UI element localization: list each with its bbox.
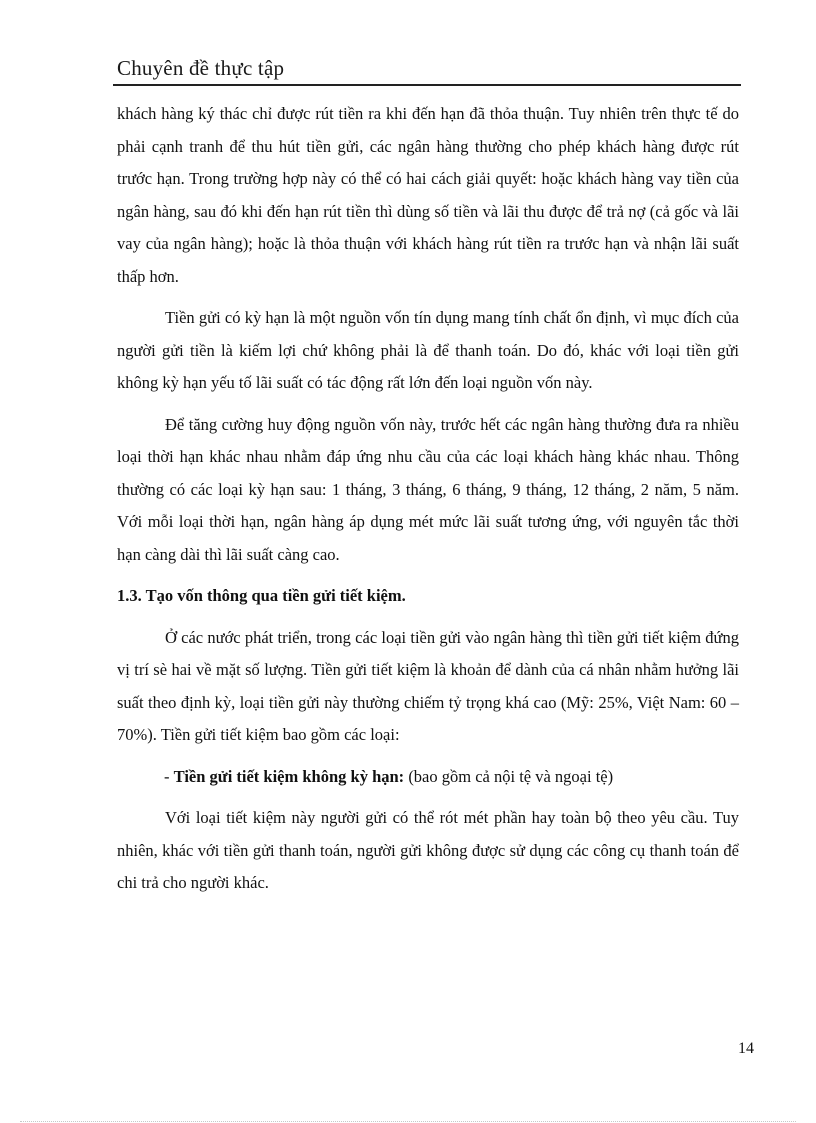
bullet-text: (bao gồm cả nội tệ và ngoại tệ) — [404, 766, 614, 786]
bullet-bold-text: Tiền gửi tiết kiệm không kỳ hạn: — [173, 766, 405, 786]
header-divider — [113, 84, 741, 86]
bullet-item — [117, 761, 739, 794]
bullet-prefix: - — [164, 766, 174, 786]
section-heading: 1.3. Tạo vốn thông qua tiền gửi tiết kiệm. — [117, 586, 406, 605]
page-number: 14 — [738, 1040, 754, 1057]
paragraph-1: khách hàng ký thác chỉ được rút tiền ra khi đến hạn đã thỏa thuận. Tuy nhiên trên thực tế do phải cạnh tranh để thu hút tiền gửi, các ngân hàng thường cho phép khách hàng được rút trước hạn. Trong trường hợp này có thể có hai cách giải quyết: hoặc khách hàng vay tiền của ngân hàng, sau đó khi đến hạn rút tiền thì dùng số tiền và lãi thu được để trả nợ (cả gốc và lãi vay của ngân hàng); hoặc là thỏa thuận với khách hàng rút tiền ra trước hạn và nhận lãi suất thấp hơn. — [117, 104, 739, 286]
page-bottom-divider — [20, 1121, 796, 1122]
page-header-title: Chuyên đề thực tập — [117, 56, 285, 80]
paragraph-3: Để tăng cường huy động nguồn vốn này, trước hết các ngân hàng thường đưa ra nhiều loại thời hạn khác nhau nhằm đáp ứng nhu cầu của các loại khách hàng khác nhau. Thông thường có các loại kỳ hạn sau: 1 tháng, 3 tháng, 6 tháng, 9 tháng, 12 tháng, 2 năm, 5 năm. Với mỗi loại thời hạn, ngân hàng áp dụng mét mức lãi suất tương ứng, với nguyên tắc thời hạn càng dài thì lãi suất càng cao. — [117, 414, 739, 564]
paragraph-4: Ở các nước phát triển, trong các loại tiền gửi vào ngân hàng thì tiền gửi tiết kiệm đứng vị trí sè hai về mặt số lượng. Tiền gửi tiết kiệm là khoản để dành của cá nhân nhằm hưởng lãi suất theo định kỳ, loại tiền gửi này thường chiếm tỷ trọng khá cao (Mỹ: 25%, Việt Nam: 60 – 70%). Tiền gửi tiết kiệm bao gồm các loại: — [117, 627, 739, 744]
paragraph-2: Tiền gửi có kỳ hạn là một nguồn vốn tín dụng mang tính chất ổn định, vì mục đích của người gửi tiền là kiếm lợi chứ không phải là để thanh toán. Do đó, khác với loại tiền gửi không kỳ hạn yếu tố lãi suất có tác động rất lớn đến loại nguồn vốn này. — [117, 308, 739, 392]
document-body — [117, 98, 739, 909]
paragraph-5: Với loại tiết kiệm này người gửi có thể rót mét phần hay toàn bộ theo yêu cầu. Tuy nhiên, khác với tiền gửi thanh toán, người gửi không được sử dụng các công cụ thanh toán để chi trả cho người khác. — [117, 808, 739, 892]
